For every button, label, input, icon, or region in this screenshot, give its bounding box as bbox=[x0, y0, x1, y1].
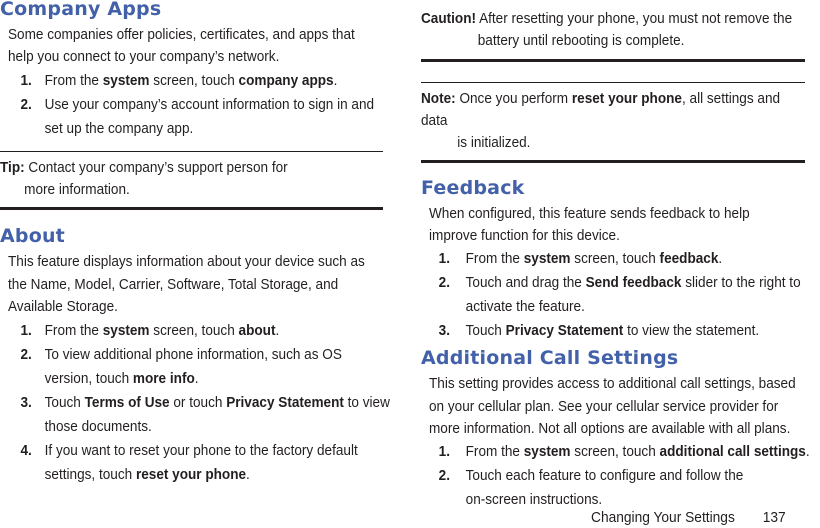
about-heading: About bbox=[0, 225, 65, 248]
list-item: 3. Touch Terms of Use or touch Privacy Statement to view those documents. bbox=[20, 395, 390, 436]
additional-steps bbox=[421, 440, 820, 512]
company-apps-intro: Some companies offer policies, certificates, and apps that help you connect to your company’s network. bbox=[8, 27, 355, 66]
list-item: 1. From the system screen, touch additional call settings. bbox=[438, 444, 810, 461]
tip-bottom-rule bbox=[0, 207, 383, 210]
note-box: Note: Once you perform reset your phone, all settings and data is initialized. bbox=[421, 91, 781, 151]
note-top-rule bbox=[421, 82, 805, 83]
page-number: 137 bbox=[762, 510, 786, 526]
chapter-title: Changing Your Settings bbox=[591, 510, 735, 526]
note-bottom-rule bbox=[421, 160, 805, 163]
list-item: 3. Touch Privacy Statement to view the statement. bbox=[438, 323, 760, 340]
list-item: 2. To view additional phone information, such as OS version, touch more info. bbox=[20, 347, 342, 388]
tip-label: Tip: bbox=[0, 160, 25, 177]
list-item: 2. Touch and drag the Send feedback slider to the right to activate the feature. bbox=[438, 275, 801, 316]
feedback-intro: When configured, this feature sends feedback to help improve function for this device. bbox=[429, 206, 750, 245]
tip-top-rule bbox=[0, 151, 383, 152]
feedback-heading: Feedback bbox=[421, 177, 525, 199]
caution-box: Caution! After resetting your phone, you must not remove the battery until rebooting is complete. bbox=[421, 11, 793, 49]
left-column bbox=[0, 0, 390, 487]
list-item: 1. From the system screen, touch company apps. bbox=[20, 73, 338, 90]
company-apps-steps bbox=[0, 69, 402, 141]
right-column bbox=[421, 0, 810, 512]
additional-intro: This setting provides access to additional call settings, based on your cellular plan. See your cellular service provider for more information. Not all options are available with all plans. bbox=[429, 376, 796, 437]
additional-call-settings-heading: Additional Call Settings bbox=[421, 347, 679, 370]
list-item: 4. If you want to reset your phone to the factory default settings, touch reset your phone. bbox=[20, 443, 358, 484]
page-footer bbox=[591, 510, 786, 526]
list-item: 2. Use your company’s account information to sign in and set up the company app. bbox=[20, 97, 375, 138]
tip-box: Tip: Contact your company’s support person for more information. bbox=[0, 160, 288, 199]
feedback-steps bbox=[421, 247, 820, 343]
caution-bottom-rule bbox=[421, 59, 805, 62]
about-intro: This feature displays information about your device such as the Name, Model, Carrier, Software, Total Storage, and Available Storage. bbox=[8, 254, 365, 315]
about-steps bbox=[0, 319, 402, 487]
list-item: 1. From the system screen, touch about. bbox=[20, 323, 280, 340]
company-apps-heading: Company Apps bbox=[0, 0, 162, 20]
list-item: 1. From the system screen, touch feedback. bbox=[438, 251, 723, 268]
note-label: Note: bbox=[421, 91, 456, 107]
list-item: 2. Touch each feature to configure and follow the on-screen instructions. bbox=[438, 468, 744, 509]
caution-label: Caution! bbox=[421, 11, 477, 27]
